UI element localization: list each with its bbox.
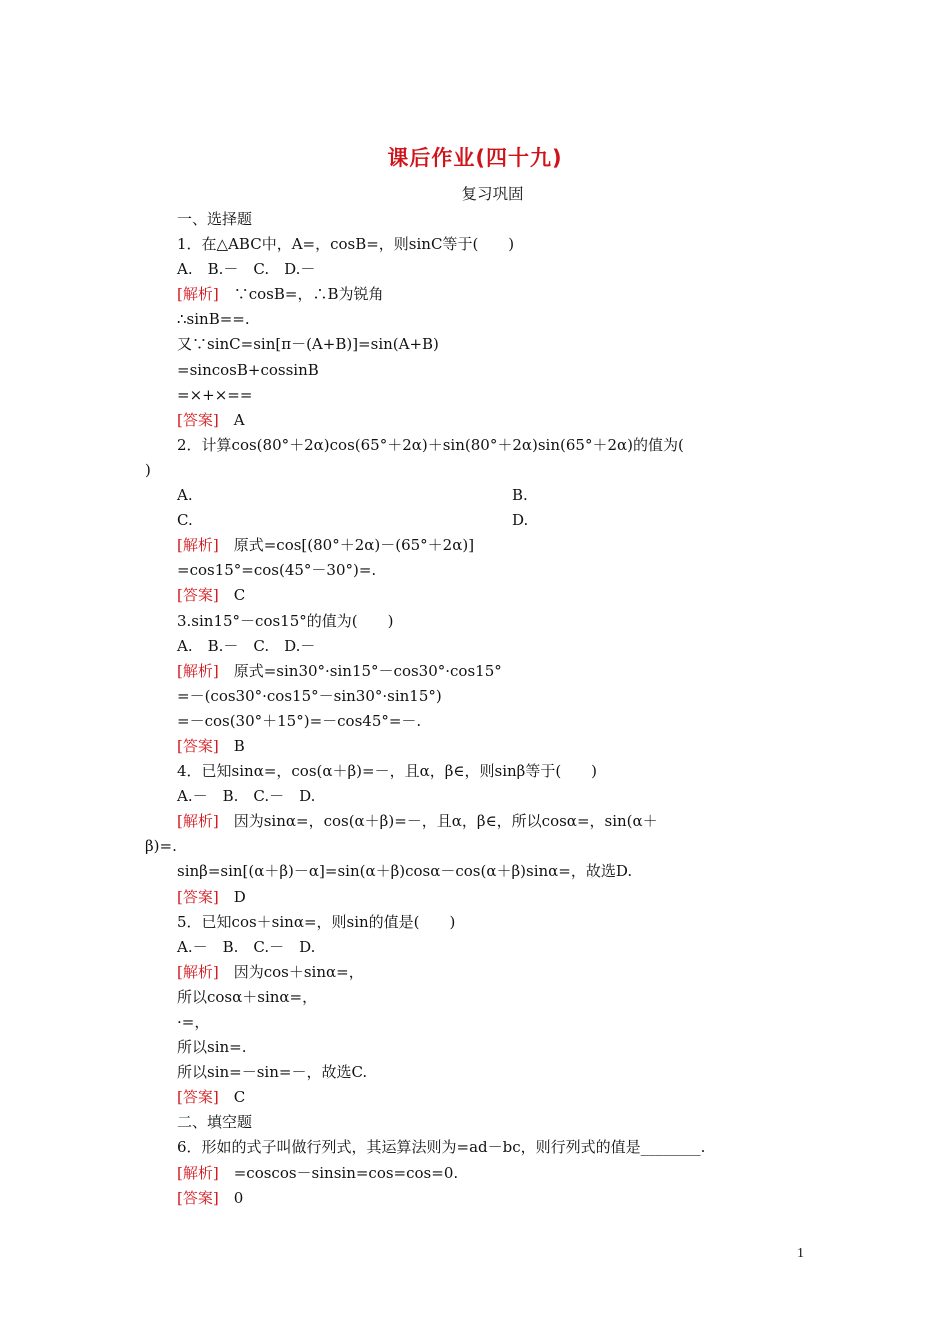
line-text: A.－ B. C.－ D.	[177, 937, 316, 956]
text-line	[145, 734, 810, 759]
page-number: 1	[797, 1246, 804, 1261]
line-text: 所以sin=.	[177, 1038, 247, 1057]
answer-tag: [解析]	[177, 812, 219, 831]
text-line	[145, 885, 810, 910]
line-text: 因为cos＋sinα=，	[218, 962, 364, 981]
text-line	[145, 207, 810, 232]
document-body	[145, 207, 810, 1211]
line-text: A. B.－ C. D.－	[177, 260, 316, 279]
line-text: A. B.－ C. D.－	[177, 636, 316, 655]
text-line	[145, 784, 810, 809]
text-line	[145, 1110, 810, 1135]
line-text: 一、选择题	[177, 210, 253, 228]
line-text: D	[218, 887, 246, 906]
text-line	[145, 332, 810, 357]
line-text: 又∵sinC=sin[π－(A+B)]=sin(A+B)	[177, 335, 439, 354]
line-text: 6．形如的式子叫做行列式，其运算法则为=ad－bc，则行列式的值是________.	[177, 1138, 706, 1157]
text-line	[145, 1010, 810, 1035]
page-title: 课后作业(四十九)	[387, 146, 563, 170]
text-line	[145, 558, 810, 583]
text-line	[145, 659, 810, 684]
line-text: 原式=cos[(80°＋2α)－(65°＋2α)]	[218, 536, 475, 555]
line-text: =×+×==	[177, 385, 253, 404]
line-text: 所以sin=－sin=－，故选C.	[177, 1063, 368, 1082]
text-line	[145, 960, 810, 985]
text-line	[145, 483, 810, 508]
text-line	[145, 533, 810, 558]
text-line	[145, 684, 810, 709]
text-line	[145, 458, 810, 483]
text-line	[145, 985, 810, 1010]
answer-tag: [解析]	[177, 285, 219, 304]
section-subtitle: 复习巩固	[461, 185, 524, 203]
line-text: =cos15°=cos(45°－30°)=.	[177, 561, 377, 580]
text-line	[145, 859, 810, 884]
line-text: 二、填空题	[177, 1113, 253, 1132]
text-line	[145, 809, 810, 834]
answer-tag: [解析]	[177, 661, 219, 680]
text-line	[145, 307, 810, 332]
text-line	[145, 609, 810, 634]
text-line	[145, 1060, 810, 1085]
line-text: C.	[177, 511, 193, 530]
text-line	[145, 1186, 810, 1211]
text-line	[145, 709, 810, 734]
line-text: 2．计算cos(80°＋2α)cos(65°＋2α)＋sin(80°＋2α)sin(65°＋2α)的值为(	[177, 435, 684, 454]
line-text: 原式=sin30°·sin15°－cos30°·cos15°	[218, 661, 502, 680]
text-line	[145, 583, 810, 608]
line-text: A	[218, 410, 245, 429]
answer-tag: [答案]	[177, 736, 219, 755]
text-line	[145, 634, 810, 659]
option-right: D.	[512, 511, 529, 530]
answer-tag: [答案]	[177, 586, 219, 605]
answer-tag: [解析]	[177, 962, 219, 981]
line-text: 所以cosα＋sinα=，	[177, 987, 318, 1006]
text-line	[145, 935, 810, 960]
line-text: =coscos－sinsin=cos=cos=0.	[218, 1163, 459, 1182]
text-line	[145, 1035, 810, 1060]
answer-tag: [解析]	[177, 1163, 219, 1182]
line-text: A.－ B. C.－ D.	[177, 787, 316, 806]
line-text: )	[145, 460, 151, 479]
line-text: ∵cosB=，∴B为锐角	[218, 285, 384, 304]
line-text: ∴sinB==.	[177, 310, 250, 329]
option-right: B.	[512, 486, 528, 505]
text-line	[145, 1085, 810, 1110]
line-text: 3.sin15°－cos15°的值为( )	[177, 611, 394, 630]
line-text: 1．在△ABC中，A=，cosB=，则sinC等于( )	[177, 235, 515, 254]
line-text: =－cos(30°＋15°)=－cos45°=－.	[177, 711, 422, 730]
line-text: C	[218, 1088, 246, 1107]
text-line	[145, 834, 810, 859]
answer-tag: [答案]	[177, 1088, 219, 1107]
answer-tag: [答案]	[177, 410, 219, 429]
text-line	[145, 408, 810, 433]
line-text: A.	[177, 486, 193, 505]
text-line	[145, 232, 810, 257]
text-line	[145, 358, 810, 383]
text-line	[145, 1161, 810, 1186]
text-line	[145, 1135, 810, 1160]
answer-tag: [解析]	[177, 536, 219, 555]
line-text: 因为sinα=，cos(α＋β)=－，且α，β∈，所以cosα=，sin(α＋	[218, 812, 658, 831]
answer-tag: [答案]	[177, 1188, 219, 1207]
line-text: β)=.	[145, 837, 177, 856]
line-text: 0	[218, 1188, 244, 1207]
line-text: C	[218, 586, 246, 605]
line-text: 5．已知cos＋sinα=，则sin的值是( )	[177, 912, 456, 931]
line-text: =sincosB+cossinB	[177, 360, 319, 379]
text-line	[145, 282, 810, 307]
text-line	[145, 759, 810, 784]
line-text: B	[218, 736, 245, 755]
text-line	[145, 257, 810, 282]
text-line	[145, 433, 810, 458]
text-line	[145, 383, 810, 408]
answer-tag: [答案]	[177, 887, 219, 906]
line-text: ·=，	[177, 1013, 210, 1031]
line-text: =－(cos30°·cos15°－sin30°·sin15°)	[177, 686, 442, 705]
line-text: 4．已知sinα=，cos(α＋β)=－，且α，β∈，则sinβ等于( )	[177, 762, 598, 781]
text-line	[145, 910, 810, 935]
line-text: sinβ=sin[(α＋β)－α]=sin(α＋β)cosα－cos(α＋β)sinα=，故选D.	[177, 862, 633, 881]
text-line	[145, 508, 810, 533]
